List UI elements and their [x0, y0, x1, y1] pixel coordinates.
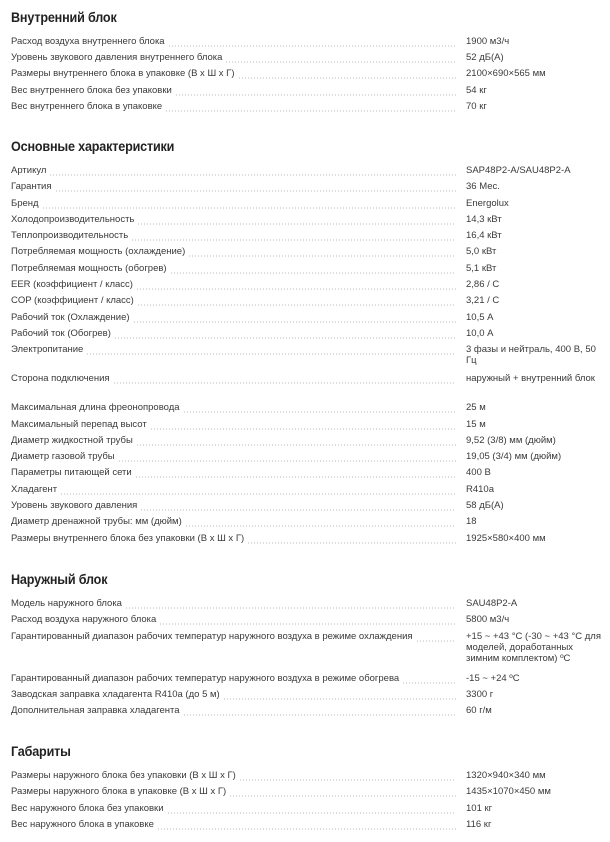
spec-label: Рабочий ток (Обогрев)	[11, 328, 114, 339]
dotted-leader	[159, 618, 456, 625]
spec-label: Сторона подключения	[11, 373, 113, 384]
spec-row	[11, 451, 601, 467]
dotted-leader	[188, 250, 456, 257]
spec-value: R410a	[466, 483, 494, 495]
dotted-leader	[55, 185, 456, 192]
spec-label: Расход воздуха наружного блока	[11, 614, 159, 625]
spec-row	[11, 68, 601, 84]
spec-value: 2100×690×565 мм	[466, 68, 546, 80]
spec-value: SAU48P2-A	[466, 598, 518, 609]
dotted-leader	[125, 602, 456, 609]
section-title: Наружный блок	[11, 571, 108, 587]
spec-value: 10,5 А	[466, 311, 494, 323]
spec-value: 19,05 (3/4) мм (дюйм)	[466, 451, 562, 463]
spec-row	[11, 101, 601, 117]
spec-row	[11, 598, 601, 614]
dotted-leader	[133, 316, 456, 323]
spec-row	[11, 36, 601, 52]
spec-value: 116 кг	[466, 818, 492, 830]
spec-value: 400 В	[466, 467, 491, 479]
spec-label: Электропитание	[11, 344, 86, 355]
dotted-leader	[170, 267, 456, 274]
spec-value: 5,0 кВт	[466, 246, 497, 258]
spec-value: 60 г/м	[466, 705, 492, 717]
spec-row	[11, 263, 601, 279]
spec-value: 3,21 / C	[466, 295, 500, 307]
spec-value: 101 кг	[466, 802, 493, 814]
dotted-leader	[137, 218, 456, 225]
spec-value: 15 м	[466, 418, 486, 430]
spec-label: Максимальный перепад высот	[11, 419, 150, 430]
dotted-leader	[223, 693, 456, 700]
spec-row	[11, 819, 601, 835]
spec-label: Вес наружного блока в упаковке	[11, 819, 157, 830]
spec-row	[11, 614, 601, 630]
dotted-leader	[136, 283, 456, 290]
spec-row	[11, 52, 601, 68]
spec-label: Размеры наружного блока в упаковке (В х Ш х Г)	[11, 786, 229, 797]
dotted-leader	[225, 56, 456, 63]
dotted-leader	[167, 807, 456, 814]
spec-label: COP (коэффициент / класс)	[11, 295, 137, 306]
spec-row	[11, 230, 601, 246]
dotted-leader	[168, 40, 456, 47]
spec-value: 18	[466, 516, 477, 528]
dotted-leader	[247, 537, 456, 544]
dotted-leader	[137, 299, 456, 306]
spec-label: Бренд	[11, 198, 42, 209]
spec-row	[11, 85, 601, 101]
spec-label: Артикул	[11, 165, 49, 176]
spec-value: 3300 г	[466, 688, 494, 700]
spec-row	[11, 516, 601, 532]
spec-value: -15 ~ +24 ºС	[466, 672, 520, 684]
spec-label: Рабочий ток (Охлаждение)	[11, 312, 133, 323]
spec-row	[11, 165, 601, 181]
spec-label: Заводская заправка хладагента R410a (до 5 м)	[11, 689, 223, 700]
dotted-leader	[86, 348, 456, 355]
spec-value: наружный + внутренний блок	[466, 373, 595, 385]
spec-value: Energolux	[466, 197, 509, 209]
dotted-leader	[60, 488, 456, 495]
spec-row	[11, 786, 601, 802]
spec-label: Модель наружного блока	[11, 598, 125, 609]
spec-label: Хладагент	[11, 484, 60, 495]
spec-row	[11, 533, 601, 549]
dotted-leader	[239, 774, 456, 781]
spec-row	[11, 484, 601, 500]
spec-value: 52 дБ(А)	[466, 52, 504, 64]
spec-label: Максимальная длина фреонопровода	[11, 402, 183, 413]
spec-label: Вес наружного блока без упаковки	[11, 803, 167, 814]
spec-row	[11, 631, 601, 673]
spec-row	[11, 673, 601, 689]
spec-value: 1320×940×340 мм	[466, 770, 546, 781]
spec-list	[11, 770, 601, 835]
spec-row	[11, 689, 601, 705]
spec-label: Расход воздуха внутреннего блока	[11, 36, 168, 47]
spec-row	[11, 770, 601, 786]
dotted-leader	[185, 520, 456, 527]
spec-label: Потребляемая мощность (охлаждение)	[11, 246, 188, 257]
dotted-leader	[49, 169, 456, 176]
spec-row	[11, 467, 601, 483]
dotted-leader	[229, 790, 456, 797]
dotted-leader	[238, 72, 457, 79]
spec-label: Уровень звукового давления	[11, 500, 140, 511]
dotted-leader	[140, 504, 456, 511]
spec-value: SAP48P2-A/SAU48P2-A	[466, 165, 571, 176]
spec-value: 3 фазы и нейтраль, 400 В, 50 Гц	[466, 344, 596, 367]
dotted-leader	[402, 677, 456, 684]
spec-label: EER (коэффициент / класс)	[11, 279, 136, 290]
dotted-leader	[175, 89, 456, 96]
dotted-leader	[114, 332, 456, 339]
spec-value: 16,4 кВт	[466, 230, 502, 242]
spec-label: Гарантия	[11, 181, 55, 192]
spec-label: Диаметр дренажной трубы: мм (дюйм)	[11, 516, 185, 527]
dotted-leader	[136, 439, 456, 446]
spec-label: Уровень звукового давления внутреннего блока	[11, 52, 225, 63]
spec-row	[11, 373, 601, 402]
spec-label: Гарантированный диапазон рабочих температур наружного воздуха в режиме обогрева	[11, 673, 402, 684]
section-title: Внутренний блок	[11, 9, 117, 25]
section-dimensions	[11, 743, 601, 835]
section-title: Основные характеристики	[11, 138, 175, 154]
dotted-leader	[183, 709, 456, 716]
spec-label: Диаметр жидкостной трубы	[11, 435, 136, 446]
spec-label: Размеры внутреннего блока в упаковке (В х Ш х Г)	[11, 68, 238, 79]
spec-label: Вес внутреннего блока в упаковке	[11, 101, 165, 112]
spec-value: 70 кг	[466, 100, 487, 112]
dotted-leader	[416, 635, 456, 642]
spec-label: Размеры внутреннего блока без упаковки (В х Ш х Г)	[11, 533, 247, 544]
spec-label: Параметры питающей сети	[11, 467, 135, 478]
dotted-leader	[183, 406, 456, 413]
spec-label: Гарантированный диапазон рабочих температур наружного воздуха в режиме охлаждения	[11, 631, 416, 642]
spec-row	[11, 328, 601, 344]
spec-label: Размеры наружного блока без упаковки (В х Ш х Г)	[11, 770, 239, 781]
spec-label: Потребляемая мощность (обогрев)	[11, 263, 170, 274]
spec-value: 1925×580×400 мм	[466, 532, 546, 544]
spec-value: 58 дБ(А)	[466, 500, 504, 512]
spec-value: 36 Мес.	[466, 181, 500, 193]
spec-value: 14,3 кВт	[466, 213, 502, 225]
spec-row	[11, 402, 601, 418]
spec-row	[11, 295, 601, 311]
spec-row	[11, 214, 601, 230]
spec-value: 2,86 / C	[466, 279, 500, 291]
dotted-leader	[165, 105, 456, 112]
spec-row	[11, 246, 601, 262]
spec-value: 25 м	[466, 402, 486, 414]
spec-label: Диаметр газовой трубы	[11, 451, 118, 462]
spec-value: 9,52 (3/8) мм (дюйм)	[466, 434, 556, 446]
spec-row	[11, 705, 601, 721]
dotted-leader	[118, 455, 456, 462]
spec-value: 5,1 кВт	[466, 262, 497, 274]
spec-row	[11, 181, 601, 197]
spec-label: Дополнительная заправка хладагента	[11, 705, 183, 716]
section-main-characteristics	[11, 138, 601, 549]
spec-row	[11, 419, 601, 435]
spec-value: +15 ~ +43 °С (-30 ~ +43 °С для моделей, доработанных зимним комплектом) ºС	[466, 630, 601, 664]
dotted-leader	[113, 377, 456, 384]
spec-value: 5800 м3/ч	[466, 614, 510, 626]
spec-label: Теплопроизводительность	[11, 230, 131, 241]
section-title: Габариты	[11, 743, 71, 759]
spec-value: 54 кг	[466, 84, 487, 96]
spec-row	[11, 312, 601, 328]
spec-list	[11, 36, 601, 117]
spec-row	[11, 279, 601, 295]
spec-label: Вес внутреннего блока без упаковки	[11, 85, 175, 96]
spec-value: 1435×1070×450 мм	[466, 786, 551, 798]
section-indoor-unit	[11, 9, 601, 117]
spec-label: Холодопроизводительность	[11, 214, 137, 225]
spec-list	[11, 165, 601, 549]
dotted-leader	[131, 234, 456, 241]
dotted-leader	[157, 823, 456, 830]
spec-row	[11, 803, 601, 819]
spec-list	[11, 598, 601, 721]
spec-row	[11, 198, 601, 214]
spec-row	[11, 435, 601, 451]
spec-row	[11, 500, 601, 516]
spec-value: 10,0 А	[466, 327, 494, 339]
spec-value: 1900 м3/ч	[466, 36, 510, 47]
dotted-leader	[150, 423, 456, 430]
spec-row	[11, 344, 601, 373]
section-outdoor-unit	[11, 571, 601, 721]
dotted-leader	[42, 202, 456, 209]
dotted-leader	[135, 471, 456, 478]
